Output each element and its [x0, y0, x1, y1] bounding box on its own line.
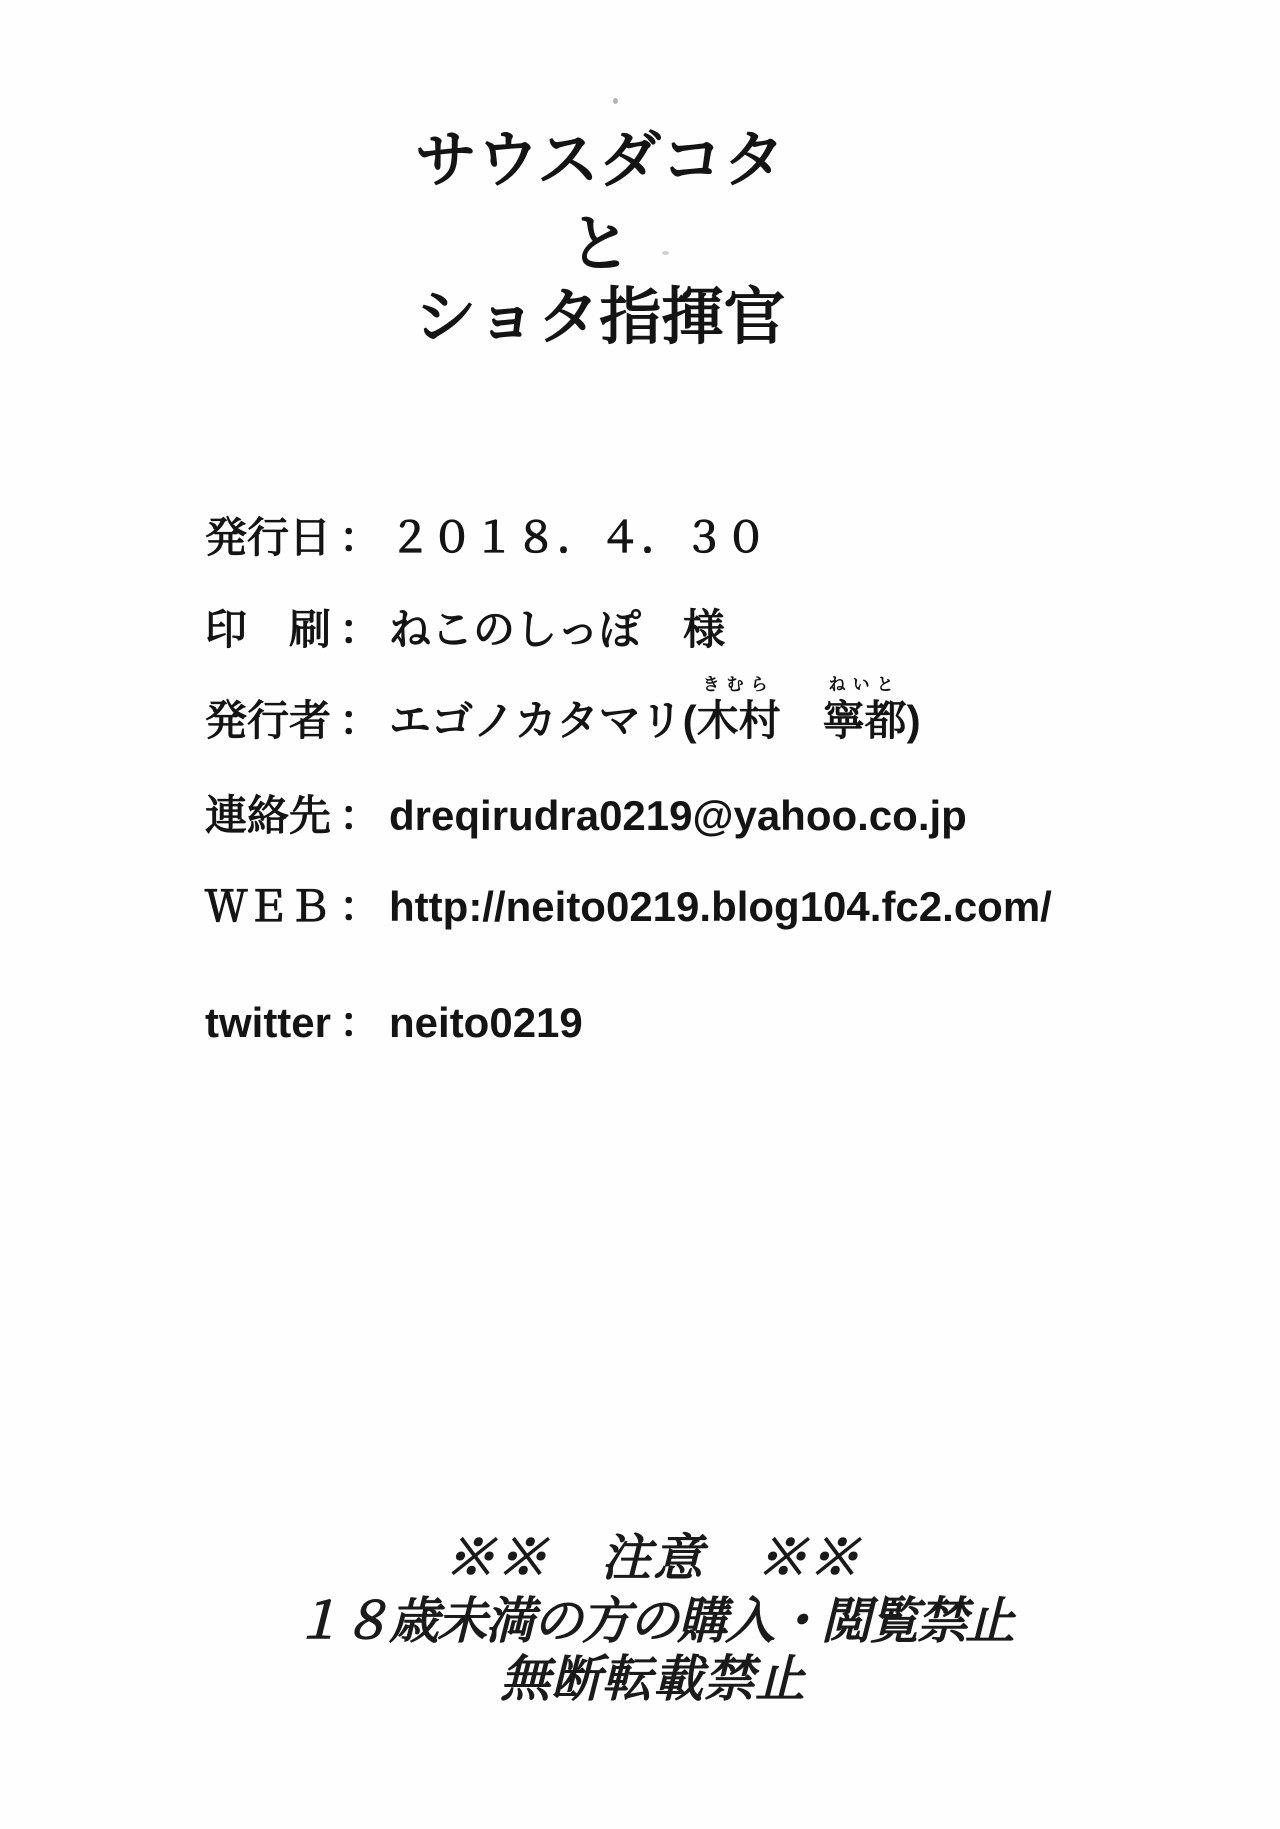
publisher-surname-with-furigana	[697, 676, 781, 742]
doujin-title-line-3: ショタ指揮官	[414, 283, 786, 352]
label-colon: ：	[339, 999, 382, 1046]
label-colon: ：	[339, 697, 382, 744]
doujin-title-line-1: サウスダコタ	[414, 126, 786, 195]
colophon-row-website	[205, 883, 1052, 930]
colophon-row-twitter	[205, 999, 583, 1046]
website-url-value: http://neito0219.blog104.fc2.com/	[389, 883, 1052, 930]
publisher-circle-name: エゴノカタマリ(	[389, 697, 697, 744]
publisher-name-close-paren: )	[906, 697, 921, 744]
twitter-handle-value: neito0219	[389, 999, 583, 1046]
surname-kanji: 木村	[696, 697, 781, 744]
notice-age-restriction: １８歳未満の方の購入・閲覧禁止	[293, 1591, 1013, 1650]
twitter-label: twitter	[205, 999, 331, 1046]
surname-furigana: きむら	[702, 675, 775, 694]
publisher-givenname-with-furigana	[823, 676, 907, 742]
scan-artifact-dot	[662, 251, 669, 255]
colophon-row-contact-email	[205, 792, 967, 839]
label-colon: ：	[339, 792, 382, 839]
doujin-title-line-2: と	[568, 210, 631, 279]
label-colon: ：	[339, 608, 382, 654]
notice-no-reproduction: 無断転載禁止	[500, 1649, 806, 1708]
colophon-row-publisher	[205, 676, 921, 742]
notice-heading: ※※ 注意 ※※	[445, 1528, 861, 1587]
label-colon: ：	[339, 883, 382, 930]
colophon-row-publication-date	[205, 514, 768, 561]
givenname-furigana: ねいと	[828, 675, 901, 694]
label-colon: ：	[339, 514, 382, 561]
publication-date-value: ２０１８．４．３０	[389, 514, 768, 561]
printer-label: 印 刷	[205, 608, 332, 654]
publication-date-label: 発行日	[205, 514, 332, 561]
colophon-row-printer	[205, 610, 725, 652]
publisher-label: 発行者	[205, 697, 332, 744]
contact-label: 連絡先	[205, 792, 332, 839]
web-label: ＷＥＢ	[205, 883, 332, 930]
printer-value: ねこのしっぽ 様	[389, 608, 726, 654]
scan-artifact-dot	[613, 98, 618, 104]
givenname-kanji: 寧都	[822, 697, 907, 744]
contact-email-value: dreqirudra0219@yahoo.co.jp	[389, 792, 967, 839]
name-space	[781, 700, 823, 742]
